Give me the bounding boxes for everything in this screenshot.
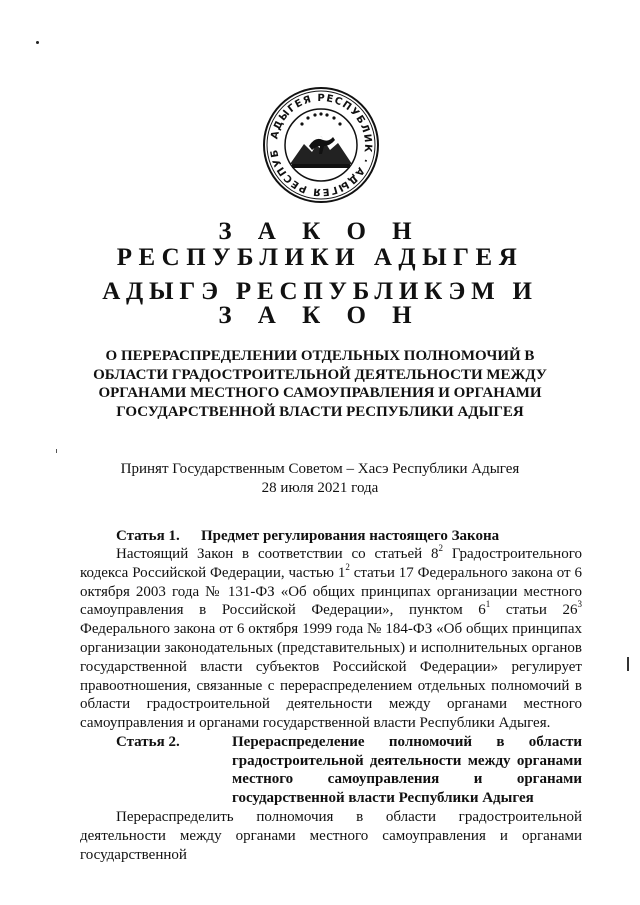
margin-mark	[627, 657, 629, 671]
law-title: О ПЕРЕРАСПРЕДЕЛЕНИИ ОТДЕЛЬНЫХ ПОЛНОМОЧИЙ В ОБЛАСТИ ГРАДОСТРОИТЕЛЬНОЙ ДЕЯТЕЛЬНОСТИ МЕЖДУ ОРГАНАМИ МЕСТНОГО САМОУПРАВЛЕНИЯ И ОРГАНАМИ ГОСУДАРСТВЕННОЙ ВЛАСТИ РЕСПУБЛИКИ АДЫГЕЯ	[93, 348, 547, 420]
superscript: 2	[438, 543, 444, 553]
heading-line-1: З А К О Н	[218, 218, 422, 245]
text-run: статьи 26	[490, 602, 578, 619]
adoption-date: 28 июля 2021 года	[261, 479, 379, 496]
article-1-title: Предмет регулирования настоящего Закона	[201, 528, 500, 544]
article-2-title: Перераспределение полномочий в области градостроительной деятельности между органами местного самоуправления и органами государственной власти Республики Адыгея	[232, 734, 582, 806]
heading-line-4: З А К О Н	[218, 302, 422, 329]
article-2-text: Перераспределить полномочия в области градостроительной деятельности между органами местного самоуправления и органами государственной	[80, 809, 582, 863]
text-run: статьи 17 Федерального закона от 6 октября 2003 года № 131-ФЗ «Об общих принципах организации местного самоуправления в Российской Федерации», пунктом 6	[80, 564, 582, 619]
article-1-number: Статья 1.	[116, 528, 180, 544]
scan-speck	[36, 41, 39, 44]
superscript: 3	[577, 599, 583, 610]
article-2-number: Статья 2.	[116, 734, 180, 750]
text-run: Федерального закона от 6 октября 1999 года № 184-ФЗ «Об общих принципах организации законодательных (представительных) и исполнительных органов государственной власти субъектов Российской Федерации» регулирует правоотношения, связанные с перераспределением отдельных полномочий в области градостроительной деятельности между органами местного самоуправления и органами государственной власти Республики Адыгея.	[80, 621, 582, 732]
text-run: Градостроительного кодекса Российской Федерации, частью 1	[80, 546, 582, 581]
article-1-text	[80, 545, 582, 733]
svg-text:АДЫГЕЯ РЕСПУБЛИК · АДЫГЕЯ РЕСП: АДЫГЕЯ РЕСПУБЛИК · АДЫГЕЯ РЕСПУБ	[269, 92, 374, 198]
adoption-line: Принят Государственным Советом – Хасэ Республики Адыгея	[120, 461, 520, 477]
superscript: 1	[485, 599, 491, 610]
coat-of-arms-icon	[262, 86, 380, 204]
heading-line-3: АДЫГЭ РЕСПУБЛИКЭМ И	[102, 278, 538, 305]
text-run: Настоящий Закон в соответствии со статьей 8	[116, 546, 439, 562]
adoption-note	[0, 460, 640, 497]
heading-line-2: РЕСПУБЛИКИ АДЫГЕЯ	[116, 244, 524, 271]
scan-speck	[56, 449, 57, 453]
superscript: 2	[345, 561, 350, 572]
